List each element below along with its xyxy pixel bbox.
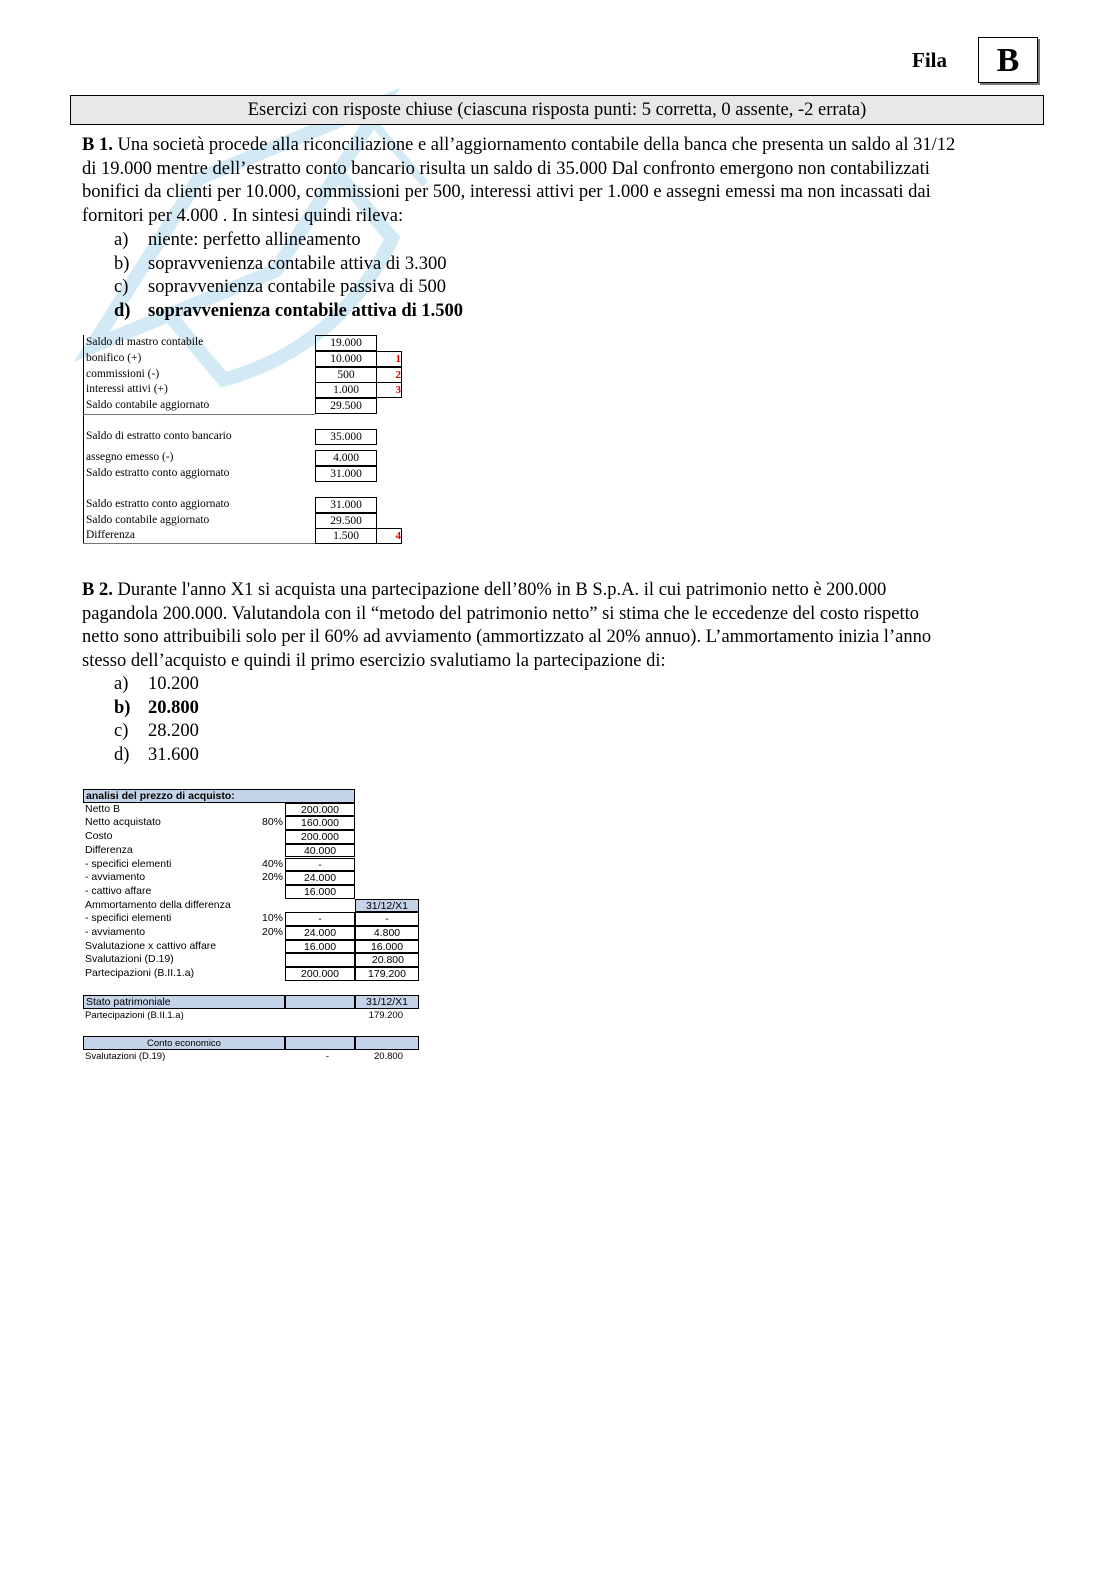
fila-label: Fila: [912, 48, 947, 72]
red-mark: 2: [376, 367, 402, 383]
fila-letter-box: B: [978, 37, 1038, 83]
q2-line: stesso dell’acquisto e quindi il primo esercizio svalutiamo la partecipazione di:: [82, 651, 666, 672]
q2-option-a: a) 10.200: [114, 674, 199, 694]
q1-option-b: b) sopravvenienza contabile attiva di 3.300: [114, 253, 447, 274]
red-mark: 3: [376, 382, 402, 398]
q2-options: [114, 673, 199, 767]
q1-line: di 19.000 mentre dell’estratto conto bancario risulta un saldo di 35.000 Dal confronto emergono non contabilizzati: [82, 158, 930, 179]
q2-number: B 2.: [82, 580, 113, 600]
q2-text: [82, 579, 1032, 674]
q1-text: [82, 134, 1032, 229]
q2-option-d: d) 31.600: [114, 744, 199, 765]
red-mark: 1: [376, 351, 402, 367]
q1-options: [114, 229, 463, 323]
q2-line: Durante l'anno X1 si acquista una partecipazione dell’80% in B S.p.A. il cui patrimonio netto è 200.000: [117, 580, 887, 600]
q1-line: bonifici da clienti per 10.000, commissioni per 500, interessi attivi per 1.000 e assegni emessi ma non incassati dai: [82, 182, 931, 203]
q1-option-d-correct: d) sopravvenienza contabile attiva di 1.500: [114, 300, 464, 321]
q2-line: pagandola 200.000. Valutandola con il “metodo del patrimonio netto” si stima che le eccedenze del costo rispetto: [82, 603, 920, 624]
q1-number: B 1.: [82, 135, 113, 155]
q2-option-b-correct: b) 20.800: [114, 697, 199, 718]
q2-line: netto sono attribuibili solo per il 60% ad avviamento (ammortizzato al 20% annuo). L’ammortamento inizia l’anno: [82, 627, 932, 648]
q1-line: fornitori per 4.000 . In sintesi quindi rileva:: [82, 206, 404, 227]
red-mark: 4: [376, 528, 402, 544]
q1-line: Una società procede alla riconciliazione e all’aggiornamento contabile della banca che presenta un saldo al 31/12: [117, 135, 956, 155]
q1-option-a: a) niente: perfetto allineamento: [114, 230, 361, 250]
table-title: analisi del prezzo di acquisto:: [83, 789, 355, 803]
section-banner: Esercizi con risposte chiuse (ciascuna risposta punti: 5 corretta, 0 assente, -2 errata): [70, 95, 1044, 125]
q1-option-c: c) sopravvenienza contabile passiva di 500: [114, 277, 446, 297]
q2-option-c: c) 28.200: [114, 721, 199, 741]
